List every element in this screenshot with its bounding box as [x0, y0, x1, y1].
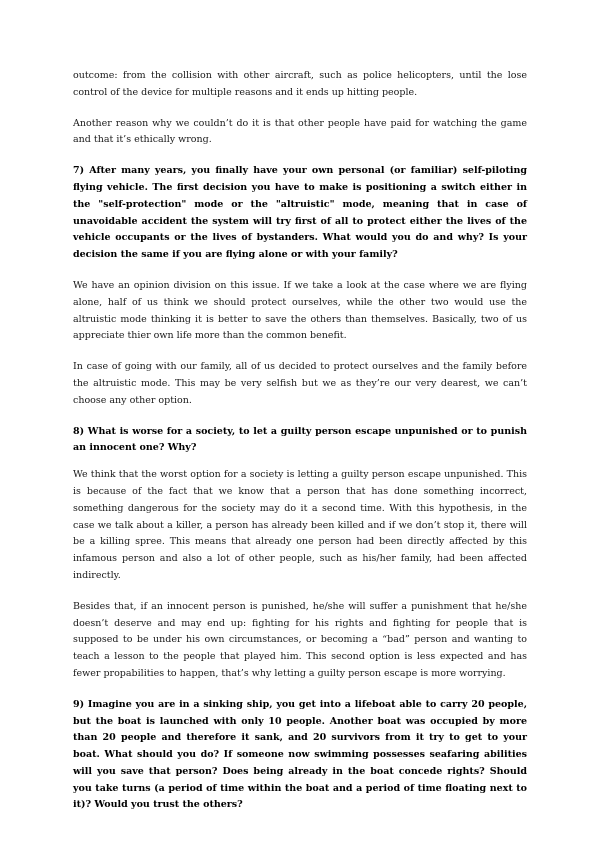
- question-8: 8) What is worse for a society, to let a guilty person escape unpunished or to punish an innocent one? Why?: [73, 425, 527, 454]
- answer-paragraph: In case of going with our family, all of us decided to protect ourselves and the family before the altruistic mode. This may be very selfish but we as they’re our very dearest, we can’t choose any other option.: [73, 361, 527, 406]
- answer-paragraph: Besides that, if an innocent person is punished, he/she will suffer a punishment that he/she doesn’t deserve and may end up: fighting for his rights and fighting for people that is supposed to be under his own circumstances, or becoming a “bad” person and wanting to teach a lesson to the people that played him. This second option is less expected and has fewer propabilities to happen, that’s why letting a guilty person escape is more worrying.: [73, 600, 527, 679]
- question-9: 9) Imagine you are in a sinking ship, you get into a lifeboat able to carry 20 people, but the boat is launched with only 10 people. Another boat was occupied by more than 20 people and therefore it sank, and 20 survivors from it try to get to your boat. What should you do? If someone now swimming possesses seafaring abilities will you save that person? Does being already in the boat concede rights? Should you take turns (a period of time within the boat and a period of time floating next to it)? Would you trust the others?: [73, 698, 527, 811]
- answer-paragraph: We think that the worst option for a society is letting a guilty person escape unpunished. This is because of the fact that we know that a person that has done something incorrect, something dangerous for the society may do it a second time. With this hypothesis, in the case we talk about a killer, a person has already been killed and if we don’t stop it, there will be a killing spree. This means that already one person had been directly affected by this infamous person and also a lot of other people, such as his/her family, had been affected indirectly.: [73, 469, 527, 581]
- answer-paragraph: outcome: from the collision with other aircraft, such as police helicopters, until the lose control of the device for multiple reasons and it ends up hitting people.: [73, 70, 527, 98]
- answer-paragraph: We have an opinion division on this issue. If we take a look at the case where we are flying alone, half of us think we should protect ourselves, while the other two would use the altruistic mode thinking it is better to save the others than themselves. Basically, two of us appreciate thier own life more than the common benefit.: [73, 279, 527, 342]
- answer-paragraph: Another reason why we couldn’t do it is that other people have paid for watching the game and that it’s ethically wrong.: [73, 117, 527, 146]
- question-7: 7) After many years, you finally have your own personal (or familiar) self-piloting flying vehicle. The first decision you have to make is positioning a switch either in the "self-protection" mode or the "altruistic" mode, meaning that in case of unavoidable accident the system will try first of all to protect either the lives of the vehicle occupants or the lives of bystanders. What would you do and why? Is your decision the same if you are flying alone or with your family?: [73, 165, 527, 261]
